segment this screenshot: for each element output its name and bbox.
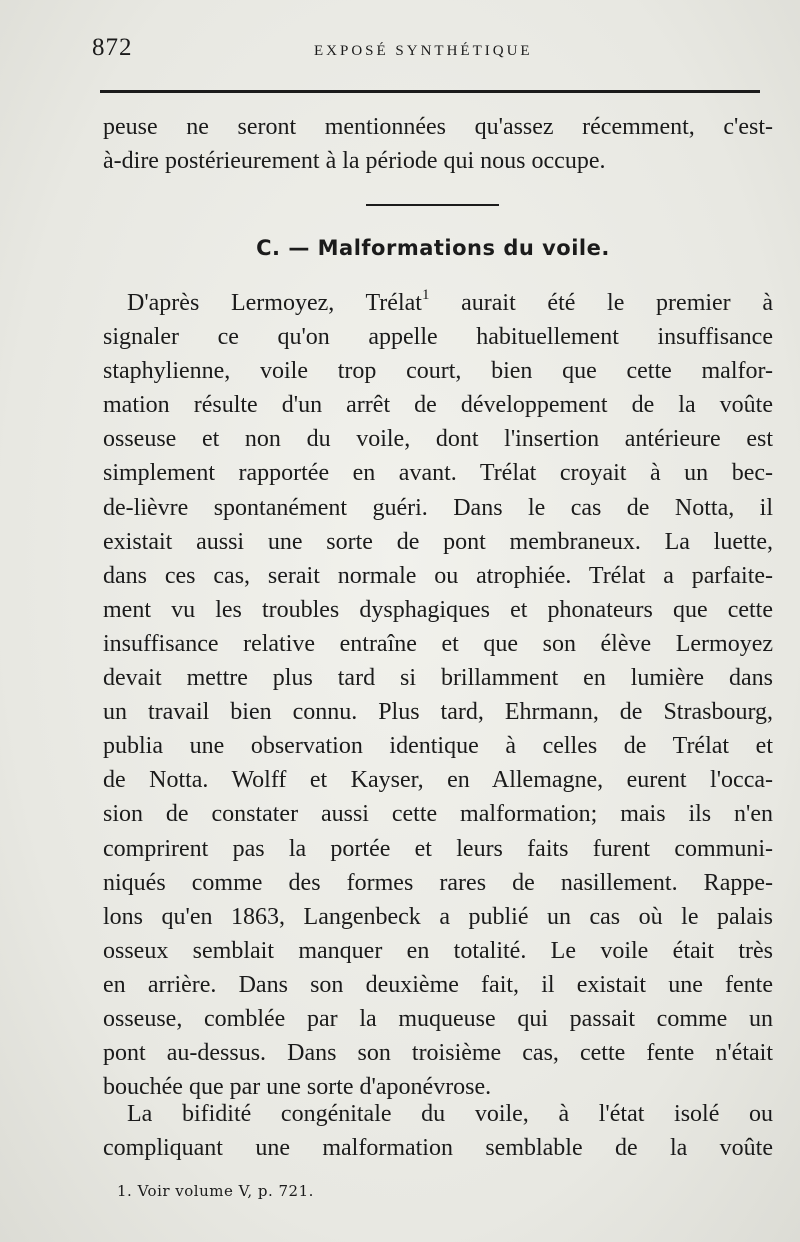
text-line: bouchée que par une sorte d'aponévrose.	[103, 1074, 492, 1101]
text-line: publia une observation identique à celles de Trélat et	[103, 733, 773, 760]
text-line: osseuse et non du voile, dont l'insertion antérieure est	[103, 426, 773, 453]
text-line: un travail bien connu. Plus tard, Ehrmann, de Strasbourg,	[103, 699, 773, 726]
text-line: dans ces cas, serait normale ou atrophiée. Trélat a parfaite-	[103, 562, 773, 589]
text-line: comprirent pas la portée et leurs faits furent communi-	[103, 835, 773, 862]
text-line: osseuse, comblée par la muqueuse qui passait comme un	[103, 1005, 773, 1032]
text-fragment: D'après Lermoyez, Trélat	[127, 290, 422, 316]
text-line: pont au-dessus. Dans son troisième cas, cette fente n'était	[103, 1040, 773, 1067]
text-line: devait mettre plus tard si brillamment en lumière dans	[103, 665, 773, 692]
page-number: 872	[92, 34, 133, 61]
running-head	[92, 34, 760, 70]
running-title: EXPOSÉ SYNTHÉTIQUE	[314, 43, 533, 59]
paragraph-bifidite	[103, 1097, 773, 1165]
text-line: peuse ne seront mentionnées qu'assez récemment, c'est-	[103, 114, 773, 140]
text-line: insuffisance relative entraîne et que son élève Lermoyez	[103, 630, 773, 657]
text-line: de Notta. Wolff et Kayser, en Allemagne, eurent l'occa-	[103, 767, 773, 794]
header-rule	[100, 90, 760, 93]
text-line: mation résulte d'un arrêt de développement de la voûte	[103, 392, 773, 419]
text-line: de-lièvre spontanément guéri. Dans le cas de Notta, il	[103, 494, 773, 521]
text-line: osseux semblait manquer en totalité. Le voile était très	[103, 937, 773, 964]
text-line: en arrière. Dans son deuxième fait, il existait une fente	[103, 971, 773, 998]
text-line: signaler ce qu'on appelle habituellement insuffisance	[103, 324, 773, 351]
paragraph-malformations	[103, 286, 773, 1104]
footnote-marker: 1	[421, 287, 430, 303]
text-line	[103, 286, 773, 320]
text-line: à-dire postérieurement à la période qui nous occupe.	[103, 148, 606, 175]
text-line: staphylienne, voile trop court, bien que cette malfor-	[103, 358, 773, 385]
text-line: niqués comme des formes rares de nasillement. Rappe-	[103, 869, 773, 896]
text-line: lons qu'en 1863, Langenbeck a publié un cas où le palais	[103, 903, 773, 930]
text-line: La bifidité congénitale du voile, à l'état isolé ou	[127, 1101, 773, 1127]
text-line: ment vu les troubles dysphagiques et phonateurs que cette	[103, 596, 773, 623]
text-fragment: aurait été le premier à	[429, 290, 773, 316]
section-separator	[366, 204, 499, 206]
section-heading: C. — Malformations du voile.	[256, 236, 610, 260]
text-line: compliquant une malformation semblable de la voûte	[103, 1135, 773, 1162]
text-line: existait aussi une sorte de pont membraneux. La luette,	[103, 528, 773, 555]
footnote: 1. Voir volume V, p. 721.	[117, 1182, 314, 1200]
continuation-text	[103, 110, 773, 178]
text-line: sion de constater aussi cette malformation; mais ils n'en	[103, 801, 773, 828]
text-line: simplement rapportée en avant. Trélat croyait à un bec-	[103, 460, 773, 487]
